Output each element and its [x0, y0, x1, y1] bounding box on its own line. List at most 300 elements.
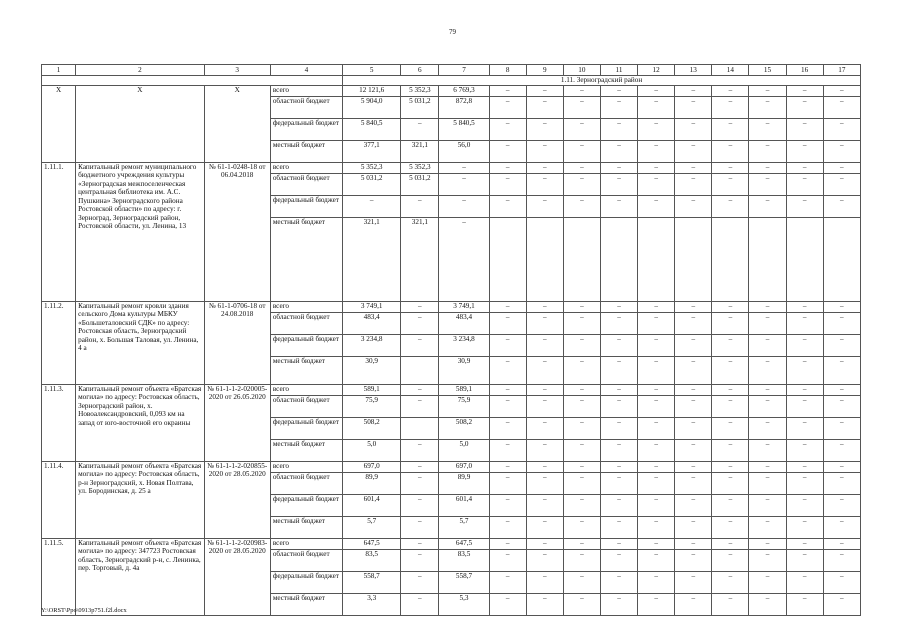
column-number-header: 7 — [439, 65, 489, 76]
total-amount-cell: 601,4 — [343, 495, 401, 517]
year-amount-cell: – — [401, 539, 439, 550]
empty-year-cell: – — [526, 594, 563, 616]
empty-year-cell: – — [638, 174, 675, 196]
funding-source-cell: местный бюджет — [270, 594, 342, 616]
empty-year-cell: – — [638, 473, 675, 495]
funding-source-cell: всего — [270, 302, 342, 313]
total-amount-cell: 75,9 — [343, 396, 401, 418]
object-number-cell: 1.11.1. — [42, 163, 76, 302]
empty-year-cell: – — [749, 335, 786, 357]
empty-year-cell: – — [823, 196, 860, 218]
empty-year-cell: – — [675, 119, 712, 141]
total-amount-cell: 508,2 — [343, 418, 401, 440]
empty-year-cell: – — [675, 141, 712, 163]
empty-year-cell: – — [823, 594, 860, 616]
empty-year-cell: – — [638, 97, 675, 119]
year-amount-cell: 483,4 — [439, 313, 489, 335]
year-amount-cell: 5,0 — [439, 440, 489, 462]
column-number-header: 17 — [823, 65, 860, 76]
empty-year-cell: – — [712, 594, 749, 616]
empty-year-cell: – — [749, 440, 786, 462]
funding-source-cell: областной бюджет — [270, 174, 342, 196]
year-amount-cell: 589,1 — [439, 385, 489, 396]
empty-year-cell: – — [712, 495, 749, 517]
empty-year-cell: – — [600, 418, 637, 440]
empty-year-cell: – — [712, 396, 749, 418]
empty-year-cell: – — [526, 141, 563, 163]
empty-year-cell: – — [526, 396, 563, 418]
table-row — [42, 163, 861, 174]
empty-year-cell: – — [749, 119, 786, 141]
table-row — [42, 86, 861, 97]
total-amount-cell: 483,4 — [343, 313, 401, 335]
empty-year-cell — [638, 218, 675, 302]
empty-year-cell: – — [712, 335, 749, 357]
section-blank-cell — [42, 76, 343, 86]
empty-year-cell: – — [823, 539, 860, 550]
empty-year-cell: – — [526, 517, 563, 539]
total-amount-cell: 697,0 — [343, 462, 401, 473]
empty-year-cell: – — [638, 163, 675, 174]
empty-year-cell: – — [600, 462, 637, 473]
empty-year-cell: – — [489, 97, 526, 119]
empty-year-cell: – — [823, 357, 860, 385]
section-row — [42, 76, 861, 86]
empty-year-cell: – — [638, 418, 675, 440]
empty-year-cell: – — [749, 462, 786, 473]
empty-year-cell: – — [712, 302, 749, 313]
empty-year-cell: – — [749, 174, 786, 196]
empty-year-cell: – — [675, 86, 712, 97]
empty-year-cell: – — [489, 163, 526, 174]
expertise-document-cell: № 61-1-0248-18 от 06.04.2018 — [204, 163, 270, 302]
empty-year-cell: – — [600, 396, 637, 418]
empty-year-cell: – — [489, 539, 526, 550]
empty-year-cell: – — [823, 550, 860, 572]
empty-year-cell: – — [786, 572, 823, 594]
total-amount-cell: 5 904,0 — [343, 97, 401, 119]
empty-year-cell: – — [489, 473, 526, 495]
total-amount-cell: 3,3 — [343, 594, 401, 616]
year-amount-cell: 5,3 — [439, 594, 489, 616]
year-amount-cell: – — [401, 119, 439, 141]
year-amount-cell: – — [401, 385, 439, 396]
empty-year-cell: – — [749, 163, 786, 174]
budget-table — [41, 64, 861, 616]
column-number-header: 1 — [42, 65, 76, 76]
expertise-document-cell: № 61-1-1-2-020983-2020 от 28.05.2020 — [204, 539, 270, 616]
empty-year-cell: – — [749, 86, 786, 97]
file-path-footer: Y:\ORST\Ppo\0913p751.f2l.docx — [41, 607, 127, 614]
empty-year-cell: – — [786, 440, 823, 462]
empty-year-cell: – — [638, 313, 675, 335]
empty-year-cell: – — [489, 141, 526, 163]
funding-source-cell: федеральный бюджет — [270, 572, 342, 594]
empty-year-cell: – — [749, 550, 786, 572]
empty-year-cell: – — [489, 440, 526, 462]
empty-year-cell: – — [749, 594, 786, 616]
empty-year-cell: – — [675, 174, 712, 196]
funding-source-cell: областной бюджет — [270, 97, 342, 119]
empty-year-cell: – — [638, 141, 675, 163]
empty-year-cell: – — [489, 313, 526, 335]
empty-year-cell: – — [638, 440, 675, 462]
empty-year-cell: – — [563, 313, 600, 335]
empty-year-cell: – — [823, 440, 860, 462]
empty-year-cell: – — [526, 572, 563, 594]
total-amount-cell: 12 121,6 — [343, 86, 401, 97]
empty-year-cell: – — [600, 594, 637, 616]
object-number-cell: 1.11.4. — [42, 462, 76, 539]
total-amount-cell: 3 234,8 — [343, 335, 401, 357]
year-amount-cell: 89,9 — [439, 473, 489, 495]
empty-year-cell: – — [563, 462, 600, 473]
empty-year-cell: – — [563, 141, 600, 163]
year-amount-cell: 83,5 — [439, 550, 489, 572]
empty-year-cell: – — [786, 196, 823, 218]
funding-source-cell: всего — [270, 462, 342, 473]
empty-year-cell: – — [563, 196, 600, 218]
empty-year-cell: – — [823, 97, 860, 119]
total-amount-cell: 5 840,5 — [343, 119, 401, 141]
expertise-document-cell: № 61-1-1-2-020855-2020 от 28.05.2020 — [204, 462, 270, 539]
empty-year-cell: – — [638, 385, 675, 396]
year-amount-cell: 321,1 — [401, 218, 439, 302]
empty-year-cell: – — [563, 357, 600, 385]
empty-year-cell: – — [786, 385, 823, 396]
empty-year-cell: – — [638, 196, 675, 218]
total-amount-cell: 30,9 — [343, 357, 401, 385]
empty-year-cell: – — [786, 357, 823, 385]
empty-year-cell: – — [749, 495, 786, 517]
empty-year-cell: – — [600, 141, 637, 163]
year-amount-cell: – — [401, 335, 439, 357]
year-amount-cell: – — [401, 462, 439, 473]
empty-year-cell: – — [786, 97, 823, 119]
empty-year-cell: – — [823, 302, 860, 313]
object-description-cell: Капитальный ремонт кровли здания сельского Дома культуры МБКУ «Большеталовский СДК» по адресу: Ростовская область, Зерноградский район, х. Большая Таловая, ул. Ленина, 4 а — [76, 302, 204, 385]
empty-year-cell: – — [675, 302, 712, 313]
expertise-document-cell: X — [204, 86, 270, 163]
year-amount-cell: 75,9 — [439, 396, 489, 418]
total-amount-cell: 89,9 — [343, 473, 401, 495]
empty-year-cell: – — [786, 594, 823, 616]
column-number-header: 13 — [675, 65, 712, 76]
year-amount-cell: – — [439, 174, 489, 196]
total-amount-cell: 83,5 — [343, 550, 401, 572]
empty-year-cell: – — [823, 86, 860, 97]
empty-year-cell: – — [786, 141, 823, 163]
empty-year-cell: – — [675, 473, 712, 495]
year-amount-cell: 5 352,3 — [401, 86, 439, 97]
funding-source-cell: областной бюджет — [270, 396, 342, 418]
funding-source-cell: местный бюджет — [270, 357, 342, 385]
empty-year-cell: – — [489, 495, 526, 517]
funding-source-cell: местный бюджет — [270, 517, 342, 539]
empty-year-cell: – — [638, 119, 675, 141]
total-amount-cell: – — [343, 196, 401, 218]
empty-year-cell: – — [526, 97, 563, 119]
funding-source-cell: местный бюджет — [270, 440, 342, 462]
year-amount-cell: 601,4 — [439, 495, 489, 517]
empty-year-cell: – — [526, 163, 563, 174]
empty-year-cell: – — [526, 539, 563, 550]
empty-year-cell: – — [786, 335, 823, 357]
year-amount-cell: 5,7 — [439, 517, 489, 539]
object-number-cell: X — [42, 86, 76, 163]
empty-year-cell: – — [823, 517, 860, 539]
empty-year-cell: – — [526, 462, 563, 473]
empty-year-cell: – — [526, 335, 563, 357]
empty-year-cell: – — [675, 495, 712, 517]
empty-year-cell: – — [526, 550, 563, 572]
empty-year-cell: – — [526, 86, 563, 97]
empty-year-cell: – — [712, 141, 749, 163]
empty-year-cell: – — [600, 119, 637, 141]
empty-year-cell: – — [786, 313, 823, 335]
empty-year-cell: – — [638, 572, 675, 594]
empty-year-cell: – — [823, 462, 860, 473]
empty-year-cell: – — [786, 550, 823, 572]
expertise-document-cell: № 61-1-0706-18 от 24.08.2018 — [204, 302, 270, 385]
empty-year-cell: – — [786, 462, 823, 473]
empty-year-cell: – — [823, 385, 860, 396]
object-description-cell: Капитальный ремонт объекта «Братская могила» по адресу: Ростовская область, р-н Зерноградский, х. Новая Полтава, ул. Бородинская, д. 25 а — [76, 462, 204, 539]
empty-year-cell: – — [638, 539, 675, 550]
empty-year-cell: – — [600, 550, 637, 572]
empty-year-cell: – — [749, 517, 786, 539]
empty-year-cell: – — [675, 462, 712, 473]
empty-year-cell: – — [489, 174, 526, 196]
empty-year-cell: – — [526, 119, 563, 141]
empty-year-cell: – — [600, 385, 637, 396]
empty-year-cell: – — [489, 335, 526, 357]
empty-year-cell: – — [600, 495, 637, 517]
empty-year-cell: – — [712, 357, 749, 385]
empty-year-cell: – — [823, 174, 860, 196]
empty-year-cell: – — [563, 594, 600, 616]
year-amount-cell: 558,7 — [439, 572, 489, 594]
empty-year-cell: – — [786, 495, 823, 517]
empty-year-cell: – — [600, 572, 637, 594]
funding-source-cell: областной бюджет — [270, 473, 342, 495]
empty-year-cell: – — [712, 539, 749, 550]
empty-year-cell: – — [600, 302, 637, 313]
expertise-document-cell: № 61-1-1-2-020005-2020 от 26.05.2020 — [204, 385, 270, 462]
empty-year-cell: – — [712, 313, 749, 335]
empty-year-cell: – — [675, 572, 712, 594]
empty-year-cell: – — [563, 86, 600, 97]
empty-year-cell: – — [675, 335, 712, 357]
empty-year-cell: – — [563, 302, 600, 313]
empty-year-cell: – — [526, 196, 563, 218]
column-number-row — [42, 65, 861, 76]
empty-year-cell: – — [712, 517, 749, 539]
empty-year-cell: – — [675, 163, 712, 174]
year-amount-cell: 5 840,5 — [439, 119, 489, 141]
empty-year-cell: – — [526, 473, 563, 495]
column-number-header: 2 — [76, 65, 204, 76]
empty-year-cell: – — [563, 163, 600, 174]
empty-year-cell: – — [712, 385, 749, 396]
empty-year-cell: – — [675, 196, 712, 218]
empty-year-cell: – — [823, 335, 860, 357]
table-row — [42, 539, 861, 550]
page-number: 79 — [449, 28, 456, 36]
empty-year-cell: – — [749, 97, 786, 119]
funding-source-cell: федеральный бюджет — [270, 335, 342, 357]
empty-year-cell: – — [712, 97, 749, 119]
funding-source-cell: всего — [270, 539, 342, 550]
empty-year-cell: – — [712, 440, 749, 462]
column-number-header: 12 — [638, 65, 675, 76]
empty-year-cell: – — [563, 440, 600, 462]
empty-year-cell: – — [600, 335, 637, 357]
year-amount-cell: – — [439, 163, 489, 174]
empty-year-cell: – — [638, 86, 675, 97]
empty-year-cell: – — [823, 473, 860, 495]
object-number-cell: 1.11.2. — [42, 302, 76, 385]
table-row — [42, 462, 861, 473]
empty-year-cell: – — [489, 196, 526, 218]
empty-year-cell: – — [712, 119, 749, 141]
empty-year-cell: – — [675, 594, 712, 616]
total-amount-cell: 5,0 — [343, 440, 401, 462]
year-amount-cell: 3 234,8 — [439, 335, 489, 357]
funding-source-cell: областной бюджет — [270, 313, 342, 335]
empty-year-cell: – — [712, 174, 749, 196]
empty-year-cell: – — [563, 174, 600, 196]
empty-year-cell: – — [749, 539, 786, 550]
year-amount-cell — [401, 418, 439, 440]
empty-year-cell: – — [563, 396, 600, 418]
total-amount-cell: 377,1 — [343, 141, 401, 163]
empty-year-cell: – — [823, 396, 860, 418]
year-amount-cell: 647,5 — [439, 539, 489, 550]
year-amount-cell: – — [401, 572, 439, 594]
column-number-header: 3 — [204, 65, 270, 76]
year-amount-cell: 321,1 — [401, 141, 439, 163]
year-amount-cell — [401, 357, 439, 385]
empty-year-cell: – — [786, 174, 823, 196]
year-amount-cell: 5 031,2 — [401, 174, 439, 196]
empty-year-cell: – — [526, 385, 563, 396]
empty-year-cell: – — [638, 335, 675, 357]
empty-year-cell — [712, 218, 749, 302]
empty-year-cell: – — [563, 572, 600, 594]
empty-year-cell: – — [489, 418, 526, 440]
empty-year-cell: – — [600, 174, 637, 196]
empty-year-cell: – — [712, 473, 749, 495]
empty-year-cell: – — [600, 163, 637, 174]
funding-source-cell: федеральный бюджет — [270, 495, 342, 517]
total-amount-cell: 5,7 — [343, 517, 401, 539]
empty-year-cell: – — [600, 539, 637, 550]
empty-year-cell: – — [489, 302, 526, 313]
empty-year-cell: – — [749, 357, 786, 385]
empty-year-cell — [600, 218, 637, 302]
empty-year-cell: – — [675, 418, 712, 440]
funding-source-cell: федеральный бюджет — [270, 119, 342, 141]
funding-source-cell: всего — [270, 385, 342, 396]
total-amount-cell: 647,5 — [343, 539, 401, 550]
empty-year-cell: – — [526, 495, 563, 517]
column-number-header: 15 — [749, 65, 786, 76]
year-amount-cell: 5 031,2 — [401, 97, 439, 119]
empty-year-cell: – — [489, 119, 526, 141]
empty-year-cell: – — [675, 97, 712, 119]
empty-year-cell: – — [749, 418, 786, 440]
empty-year-cell: – — [489, 572, 526, 594]
total-amount-cell: 5 352,3 — [343, 163, 401, 174]
empty-year-cell: – — [563, 539, 600, 550]
empty-year-cell: – — [675, 396, 712, 418]
empty-year-cell: – — [489, 357, 526, 385]
funding-source-cell: местный бюджет — [270, 141, 342, 163]
empty-year-cell: – — [749, 396, 786, 418]
empty-year-cell: – — [823, 163, 860, 174]
empty-year-cell: – — [489, 517, 526, 539]
year-amount-cell: 56,0 — [439, 141, 489, 163]
empty-year-cell: – — [786, 517, 823, 539]
empty-year-cell: – — [600, 313, 637, 335]
year-amount-cell: – — [401, 517, 439, 539]
column-number-header: 5 — [343, 65, 401, 76]
empty-year-cell: – — [823, 119, 860, 141]
empty-year-cell: – — [638, 302, 675, 313]
year-amount-cell: 30,9 — [439, 357, 489, 385]
empty-year-cell: – — [712, 163, 749, 174]
empty-year-cell: – — [749, 302, 786, 313]
total-amount-cell: 3 749,1 — [343, 302, 401, 313]
empty-year-cell: – — [786, 539, 823, 550]
column-number-header: 9 — [526, 65, 563, 76]
empty-year-cell: – — [563, 119, 600, 141]
empty-year-cell: – — [749, 196, 786, 218]
year-amount-cell: 872,8 — [439, 97, 489, 119]
empty-year-cell: – — [600, 86, 637, 97]
table-row — [42, 385, 861, 396]
empty-year-cell: – — [749, 385, 786, 396]
empty-year-cell: – — [675, 357, 712, 385]
year-amount-cell: – — [401, 440, 439, 462]
section-title: 1.11. Зерноградский район — [343, 76, 861, 86]
year-amount-cell: – — [401, 313, 439, 335]
column-number-header: 16 — [786, 65, 823, 76]
empty-year-cell — [823, 218, 860, 302]
empty-year-cell: – — [489, 86, 526, 97]
empty-year-cell: – — [526, 418, 563, 440]
table-row — [42, 302, 861, 313]
column-number-header: 10 — [563, 65, 600, 76]
empty-year-cell: – — [563, 495, 600, 517]
year-amount-cell: – — [401, 495, 439, 517]
empty-year-cell: – — [489, 462, 526, 473]
year-amount-cell: – — [401, 550, 439, 572]
empty-year-cell: – — [749, 572, 786, 594]
empty-year-cell — [563, 218, 600, 302]
empty-year-cell: – — [712, 86, 749, 97]
empty-year-cell: – — [563, 550, 600, 572]
column-number-header: 6 — [401, 65, 439, 76]
empty-year-cell: – — [638, 517, 675, 539]
empty-year-cell: – — [675, 517, 712, 539]
empty-year-cell: – — [489, 594, 526, 616]
total-amount-cell: 589,1 — [343, 385, 401, 396]
empty-year-cell: – — [786, 396, 823, 418]
empty-year-cell: – — [600, 357, 637, 385]
year-amount-cell: 6 769,3 — [439, 86, 489, 97]
